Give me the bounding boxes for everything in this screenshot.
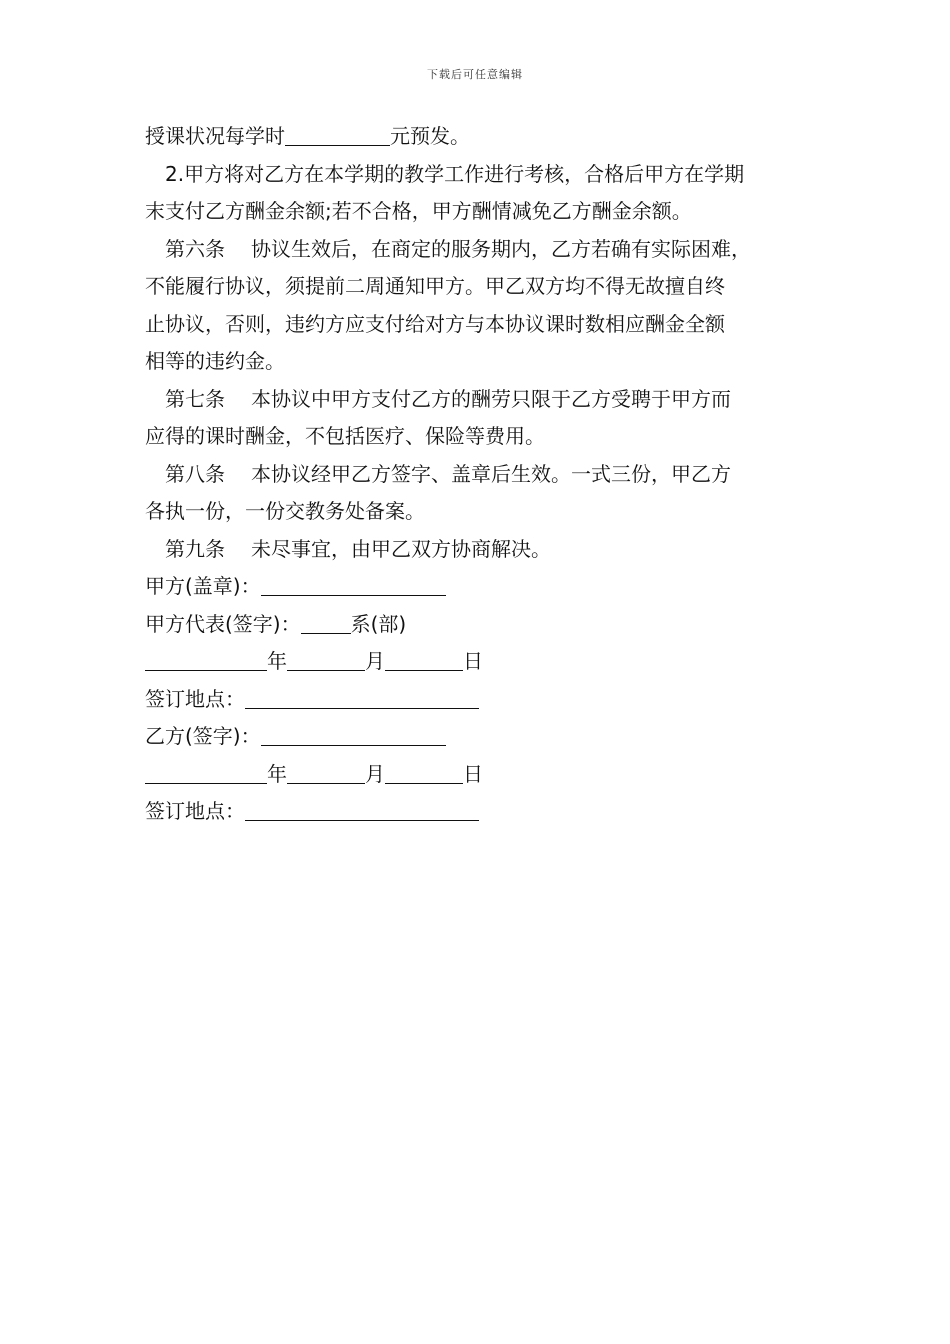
page-header-watermark: 下载后可任意编辑	[427, 68, 523, 81]
item-2-line-1: 2.甲方将对乙方在本学期的教学工作进行考核，合格后甲方在学期	[165, 161, 745, 186]
party-a-label: 甲方(盖章)：	[145, 574, 261, 598]
fee-line-text: 授课状况每学时	[145, 124, 285, 148]
party-b-day-blank[interactable]	[385, 759, 463, 784]
month-label: 月	[365, 649, 385, 673]
party-b-date-row	[145, 756, 810, 794]
place-label: 签订地点：	[145, 686, 245, 711]
party-b-label: 乙方(签字)：	[145, 724, 261, 748]
article-7-line-2: 应得的课时酬金，不包括医疗、保险等费用。	[145, 424, 545, 448]
article-6-line-3: 止协议，否则，违约方应支付给对方与本协议课时数相应酬金全额	[145, 311, 725, 336]
article-8-line-2: 各执一份，一份交教务处备案。	[145, 499, 425, 523]
fee-amount-blank[interactable]	[285, 121, 390, 146]
article-6-line-4: 相等的违约金。	[145, 349, 285, 373]
article-8-number: 第八条	[165, 461, 225, 486]
party-a-date-row	[145, 643, 810, 681]
party-b-sign-row	[145, 718, 810, 756]
party-a-rep-row	[145, 606, 810, 644]
fee-line	[145, 118, 810, 156]
party-b-month-blank[interactable]	[287, 759, 365, 784]
party-a-rep-blank[interactable]	[301, 609, 351, 634]
fee-line-suffix: 元预发。	[390, 124, 470, 148]
party-a-place-blank[interactable]	[245, 684, 479, 709]
article-8-line-1	[145, 456, 810, 494]
article-7-line-1	[145, 381, 810, 419]
party-a-year-blank[interactable]	[145, 646, 267, 671]
article-6-line-2: 不能履行协议，须提前二周通知甲方。甲乙双方均不得无故擅自终	[145, 274, 725, 298]
party-b-year-blank[interactable]	[145, 759, 267, 784]
party-a-month-blank[interactable]	[287, 646, 365, 671]
party-a-day-blank[interactable]	[385, 646, 463, 671]
article-7-text-1: 本协议中甲方支付乙方的酬劳只限于乙方受聘于甲方而	[251, 386, 731, 411]
dept-label: 系(部)	[350, 611, 407, 636]
party-a-place-row	[145, 681, 810, 719]
item-2-line-2: 末支付乙方酬金余额;若不合格，甲方酬情减免乙方酬金余额。	[145, 199, 692, 223]
party-a-rep-label: 甲方代表(签字)：	[145, 611, 301, 636]
article-6-number: 第六条	[165, 236, 225, 261]
day-label: 日	[463, 761, 483, 786]
party-b-place-blank[interactable]	[245, 796, 479, 821]
party-a-seal-blank[interactable]	[261, 571, 446, 596]
party-b-sign-blank[interactable]	[261, 721, 446, 746]
day-label: 日	[463, 649, 483, 673]
document-body	[145, 118, 810, 831]
article-6-line-1	[145, 231, 810, 269]
article-7-number: 第七条	[165, 386, 225, 411]
party-a-seal-row	[145, 568, 810, 606]
party-b-place-row	[145, 793, 810, 831]
article-9-text-1: 未尽事宜，由甲乙双方协商解决。	[251, 536, 551, 561]
article-9-number: 第九条	[165, 536, 225, 561]
year-label: 年	[267, 649, 287, 673]
article-8-text-1: 本协议经甲乙方签字、盖章后生效。一式三份，甲乙方	[251, 461, 731, 486]
place-label: 签订地点：	[145, 799, 245, 823]
article-9-line-1	[145, 531, 810, 569]
article-6-text-1: 协议生效后，在商定的服务期内，乙方若确有实际困难，	[251, 236, 751, 261]
year-label: 年	[267, 761, 287, 786]
month-label: 月	[365, 761, 385, 786]
